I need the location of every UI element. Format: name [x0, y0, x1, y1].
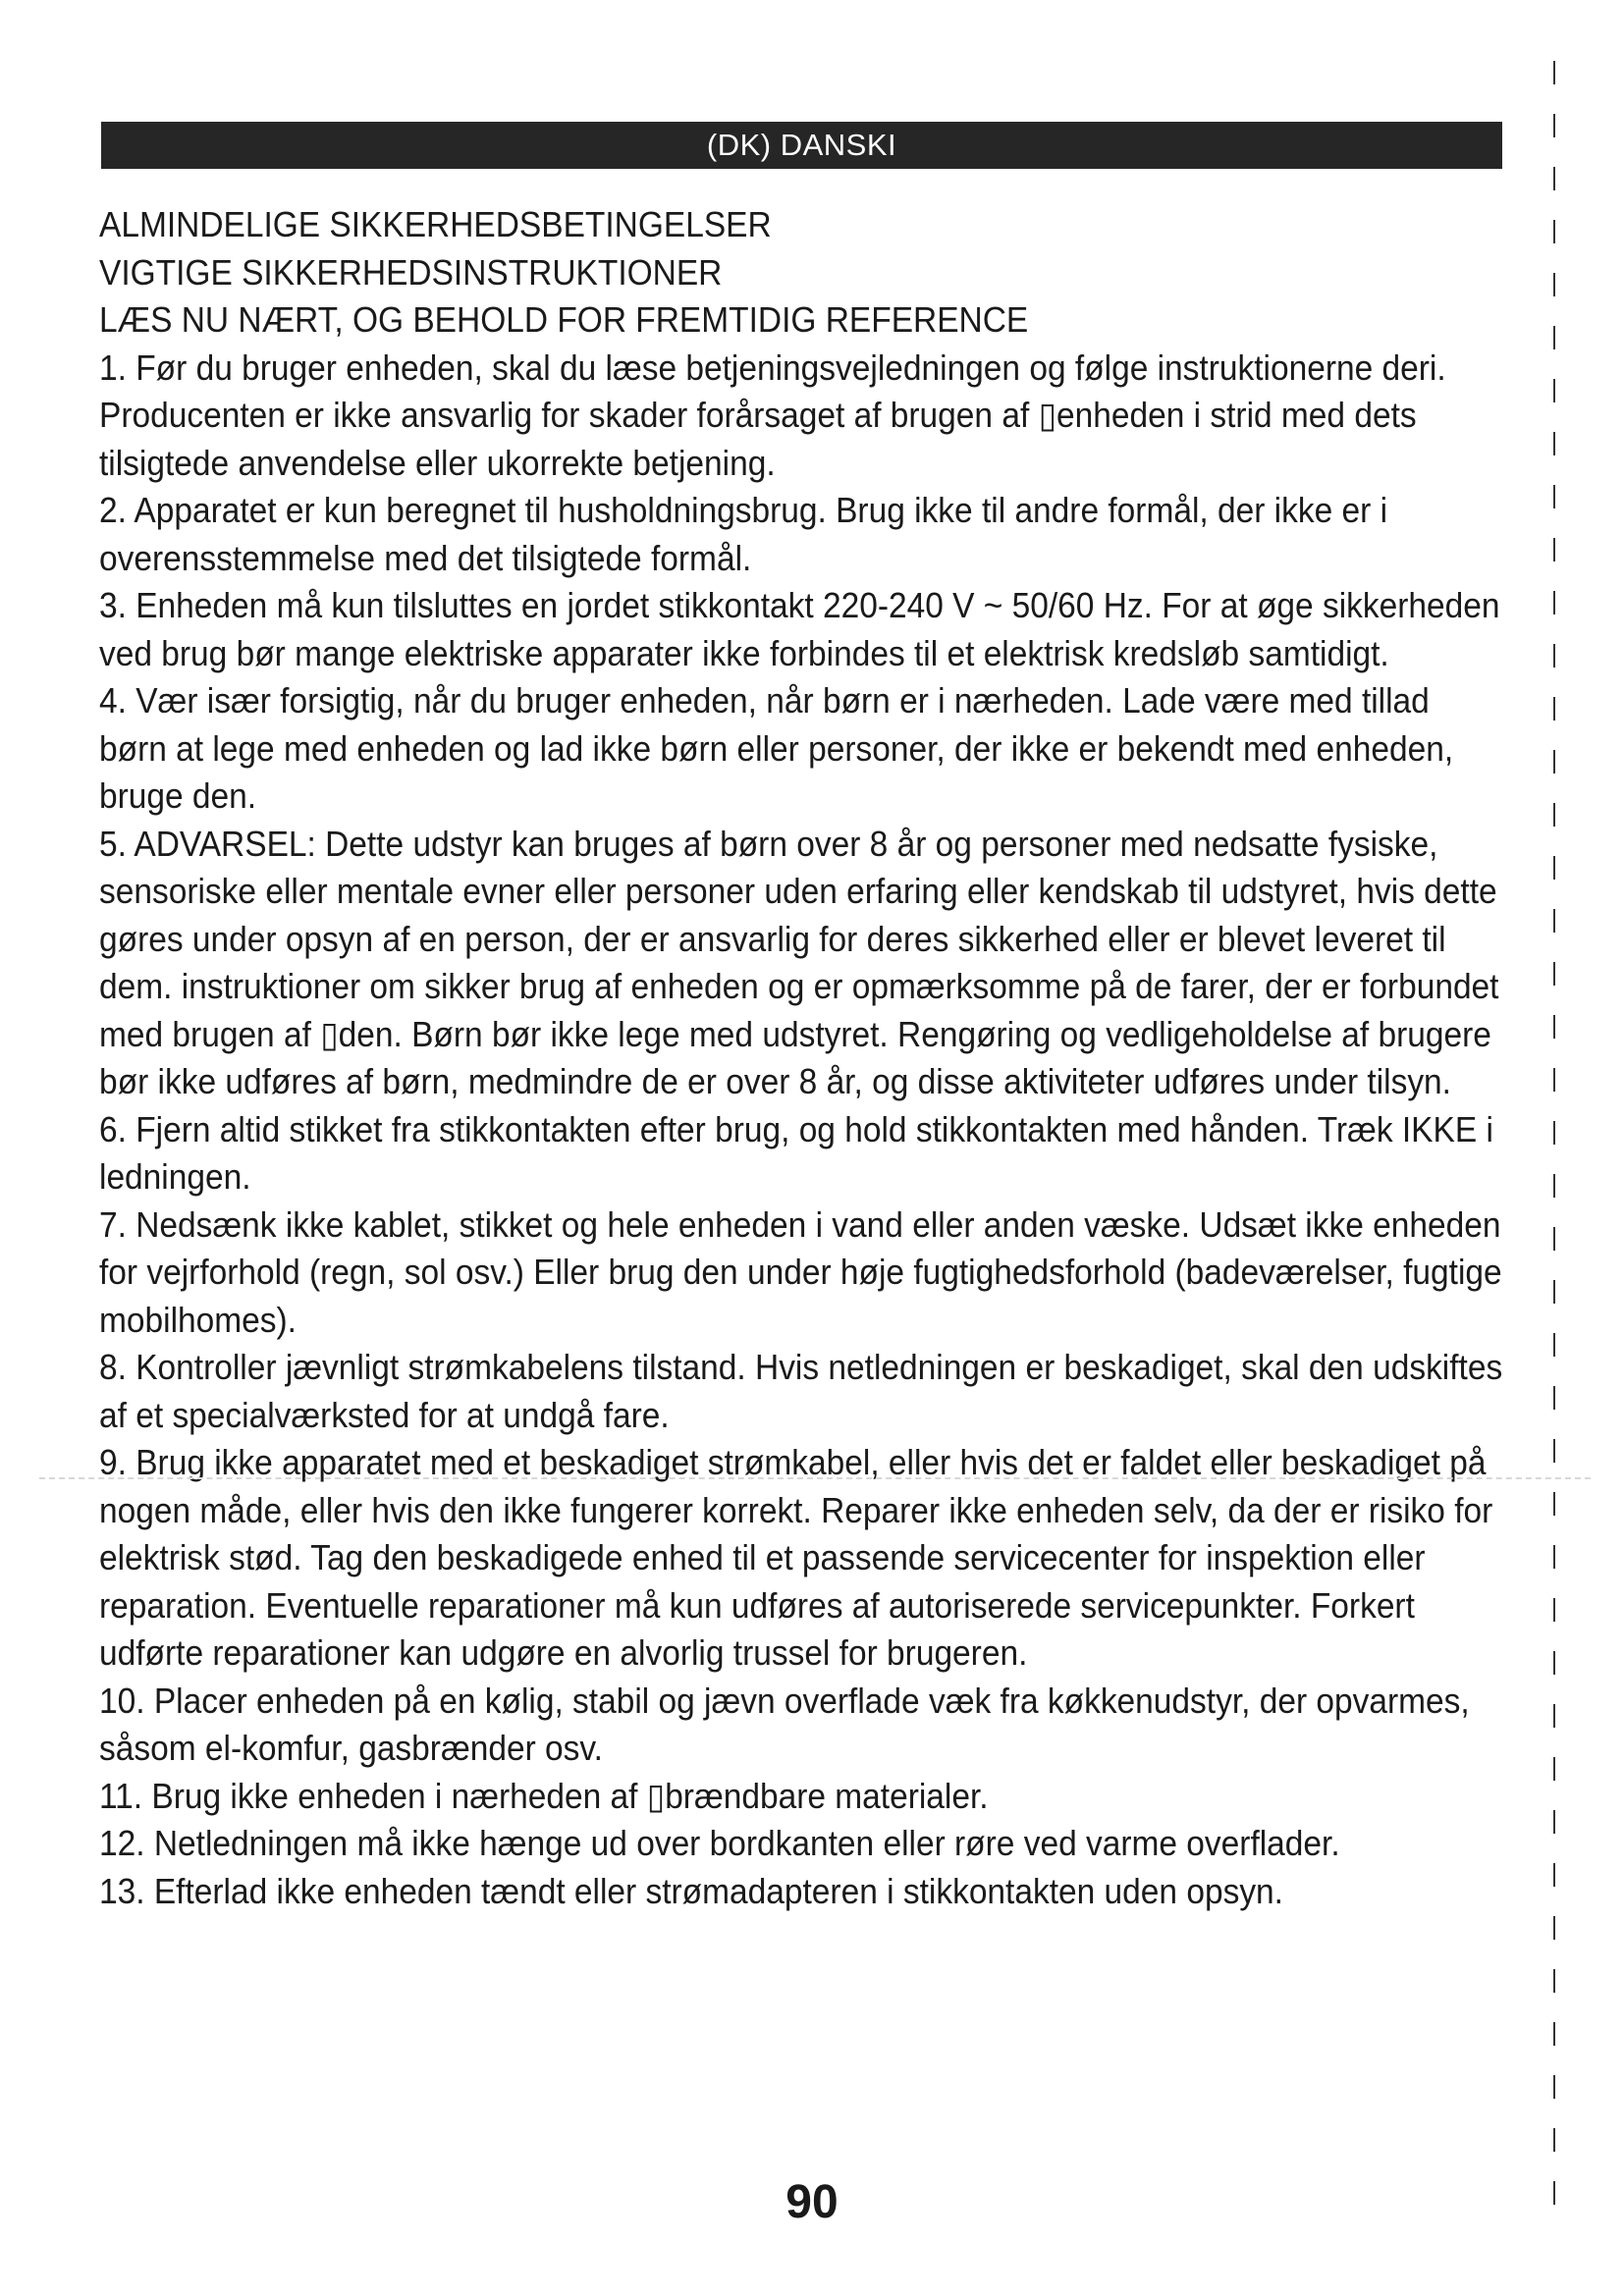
heading-important-instructions: VIGTIGE SIKKERHEDSINSTRUKTIONER: [99, 251, 723, 293]
binding-edge-mark: [1553, 273, 1555, 296]
binding-edge-mark: [1553, 803, 1555, 827]
binding-edge-mark: [1553, 1757, 1555, 1781]
binding-edge-mark: [1553, 1545, 1555, 1569]
instruction-item-3: 3. Enheden må kun tilsluttes en jordet stikkontakt 220-240 V ~ 50/60 Hz. For at øge sikkerheden ved brug bør mange elektriske apparater ikke forbindes til et elektrisk kredsløb samtidigt.: [99, 585, 1500, 673]
instruction-item-11: 11. Brug ikke enheden i nærheden af ▯brændbare materialer.: [99, 1775, 989, 1816]
instruction-item-2: 2. Apparatet er kun beregnet til husholdningsbrug. Brug ikke til andre formål, der ikke er i overensstemmelse med det tilsigtede formål.: [99, 490, 1388, 578]
binding-edge-mark: [1553, 1704, 1555, 1728]
binding-edge-mark: [1553, 856, 1555, 880]
instruction-item-8: 8. Kontroller jævnligt strømkabelens tilstand. Hvis netledningen er beskadiget, skal den udskiftes af et specialværksted for at undgå fare.: [99, 1347, 1503, 1435]
binding-edge-mark: [1553, 432, 1555, 455]
binding-edge-mark: [1553, 114, 1555, 137]
binding-edge-mark: [1553, 538, 1555, 561]
instruction-item-9: 9. Brug ikke apparatet med et beskadiget strømkabel, eller hvis det er faldet eller beskadiget på nogen måde, eller hvis den ikke fungerer korrekt. Reparer ikke enheden selv, da der er risiko for elektrisk stød. Tag den beskadigede enhed til et passende servicecenter for inspektion eller reparation. Eventuelle reparationer må kun udføres af autoriserede servicepunkter. Forkert udførte reparationer kan udgøre en alvorlig trussel for brugeren.: [99, 1442, 1493, 1673]
fold-guide-line: [39, 1477, 1591, 1479]
binding-edge-mark: [1553, 2075, 1555, 2099]
binding-edge-mark: [1553, 220, 1555, 243]
binding-edge-mark: [1553, 2022, 1555, 2046]
binding-edge-mark: [1553, 1810, 1555, 1834]
binding-edge-mark: [1553, 1386, 1555, 1410]
page-number: 90: [785, 2176, 839, 2228]
binding-edge-mark: [1553, 1280, 1555, 1304]
binding-edge-mark: [1553, 1492, 1555, 1516]
binding-edge-mark: [1553, 1651, 1555, 1675]
instruction-item-4: 4. Vær især forsigtig, når du bruger enheden, når børn er i nærheden. Lade være med tillad børn at lege med enheden og lad ikke børn eller personer, der ikke er bekendt med enheden, bruge den.: [99, 680, 1454, 816]
binding-edge-mark: [1553, 1015, 1555, 1039]
binding-edge-mark: [1553, 61, 1555, 84]
safety-instructions: [99, 201, 1505, 1915]
instruction-item-10: 10. Placer enheden på en kølig, stabil og jævn overflade væk fra køkkenudstyr, der opvarmes, såsom el-komfur, gasbrænder osv.: [99, 1680, 1470, 1768]
binding-edge-mark: [1553, 750, 1555, 774]
binding-edge-mark: [1553, 697, 1555, 721]
instruction-item-13: 13. Efterlad ikke enheden tændt eller strømadapteren i stikkontakten uden opsyn.: [99, 1870, 1283, 1911]
binding-edge-mark: [1553, 1969, 1555, 1993]
heading-read-and-keep: LÆS NU NÆRT, OG BEHOLD FOR FREMTIDIG REFERENCE: [99, 299, 1029, 340]
instruction-item-7: 7. Nedsænk ikke kablet, stikket og hele enheden i vand eller anden væske. Udsæt ikke enheden for vejrforhold (regn, sol osv.) Eller brug den under høje fugtighedsforhold (badeværelser, fugtige mobilhomes).: [99, 1203, 1502, 1340]
heading-general-safety: ALMINDELIGE SIKKERHEDSBETINGELSER: [99, 204, 772, 244]
binding-edge-mark: [1553, 591, 1555, 614]
language-header-bar: [101, 122, 1502, 169]
binding-edge-mark: [1553, 644, 1555, 667]
binding-edge-mark: [1553, 1227, 1555, 1251]
binding-edge-mark: [1553, 1439, 1555, 1463]
instruction-item-6: 6. Fjern altid stikket fra stikkontakten efter brug, og hold stikkontakten med hånden. Træk IKKE i ledningen.: [99, 1108, 1493, 1197]
binding-edge-mark: [1553, 1916, 1555, 1940]
language-label: (DK) DANSKI: [706, 128, 897, 162]
instruction-item-1: 1. Før du bruger enheden, skal du læse betjeningsvejledningen og følge instruktionerne deri. Producenten er ikke ansvarlig for skader forårsaget af brugen af ▯enheden i strid med dets tilsigtede anvendelse eller ukorrekte betjening.: [99, 347, 1446, 483]
instruction-item-12: 12. Netledningen må ikke hænge ud over bordkanten eller røre ved varme overflader.: [99, 1823, 1340, 1863]
binding-edge-mark: [1553, 167, 1555, 190]
binding-edge-mark: [1553, 379, 1555, 402]
binding-edge-mark: [1553, 962, 1555, 986]
instruction-item-5: 5. ADVARSEL: Dette udstyr kan bruges af børn over 8 år og personer med nedsatte fysiske, sensoriske eller mentale evner eller personer uden erfaring eller kendskab til udstyret, hvis dette gøres under opsyn af en person, der er ansvarlig for deres sikkerhed eller er blevet leveret til dem. instruktioner om sikker brug af enheden og er opmærksomme på de farer, der er forbundet med brugen af ▯den. Børn bør ikke lege med udstyret. Rengøring og vedligeholdelse af brugere bør ikke udføres af børn, medmindre de er over 8 år, og disse aktiviteter udføres under tilsyn.: [99, 823, 1499, 1101]
binding-edge-mark: [1553, 485, 1555, 508]
binding-edge-mark: [1553, 1121, 1555, 1145]
binding-edge-mark: [1553, 2128, 1555, 2152]
binding-edge-mark: [1553, 1333, 1555, 1357]
binding-edge-mark: [1553, 1068, 1555, 1092]
binding-edge-mark: [1553, 326, 1555, 349]
binding-edge-mark: [1553, 909, 1555, 933]
binding-edge-mark: [1553, 1174, 1555, 1198]
binding-edge-mark: [1553, 1863, 1555, 1887]
binding-edge-mark: [1553, 1598, 1555, 1622]
